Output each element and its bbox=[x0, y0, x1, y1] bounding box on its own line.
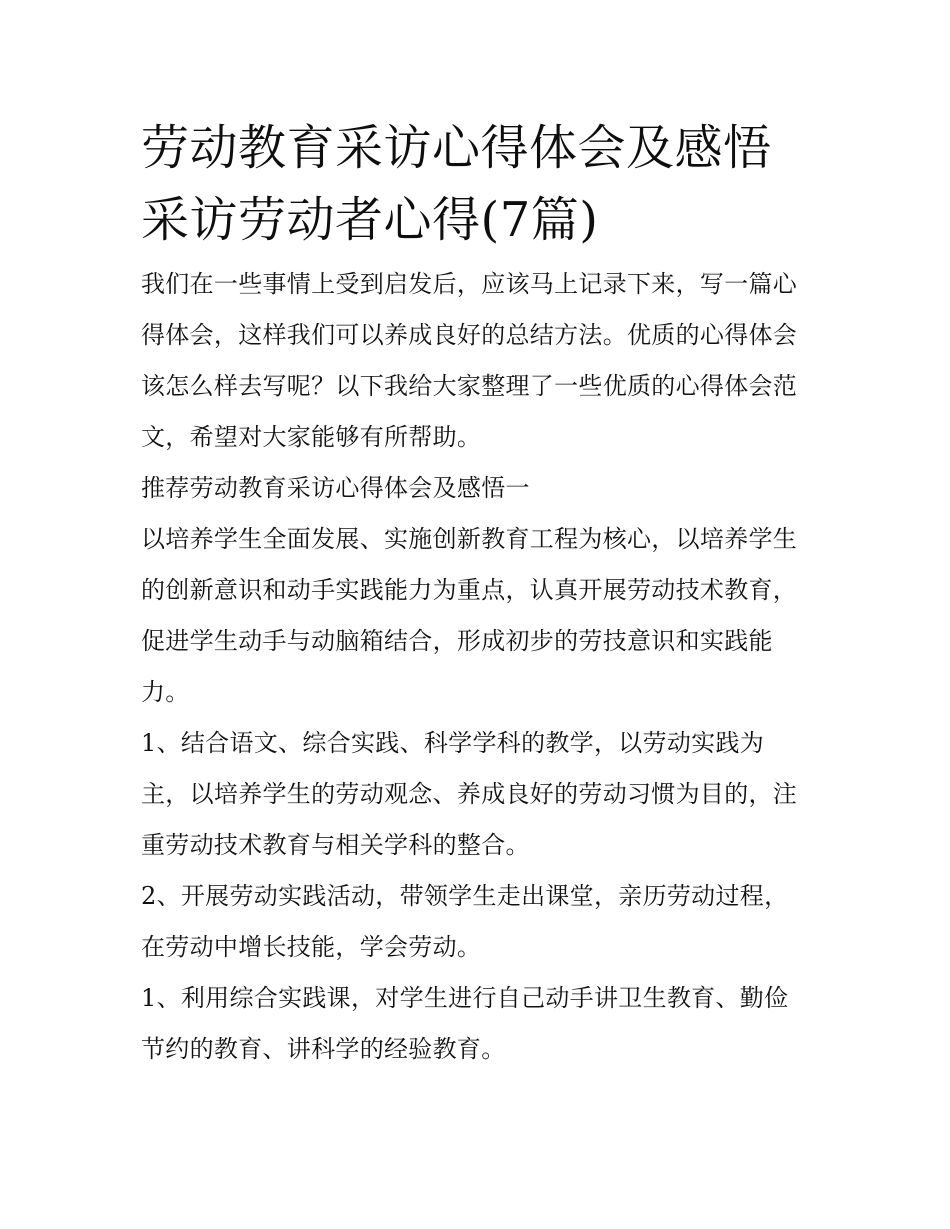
text-line: 文，希望对大家能够有所帮助。 bbox=[141, 423, 482, 451]
text-line: 该怎么样去写呢？以下我给大家整理了一些优质的心得体会范 bbox=[141, 372, 798, 400]
list-item-paragraph bbox=[141, 718, 813, 871]
text-line: 1、利用综合实践课，对学生进行自己动手讲卫生教育、勤俭 bbox=[141, 984, 789, 1012]
text-line: 1、结合语文、综合实践、科学学科的教学，以劳动实践为 bbox=[141, 729, 765, 757]
title-line-2: 采访劳动者心得(7篇) bbox=[141, 192, 599, 248]
title-line-1: 劳动教育采访心得体会及感悟 bbox=[141, 120, 772, 176]
document-content bbox=[141, 112, 813, 1075]
text-line: 促进学生动手与动脑箱结合，形成初步的劳技意识和实践能 bbox=[141, 627, 773, 655]
text-line: 在劳动中增长技能，学会劳动。 bbox=[141, 933, 482, 961]
list-item-paragraph bbox=[141, 973, 813, 1075]
list-item-paragraph bbox=[141, 871, 813, 973]
text-line: 得体会，这样我们可以养成良好的总结方法。优质的心得体会 bbox=[141, 321, 798, 349]
text-line: 主，以培养学生的劳动观念、养成良好的劳动习惯为目的，注 bbox=[141, 780, 798, 808]
document-title bbox=[141, 112, 813, 256]
document-body bbox=[141, 259, 813, 1075]
text-line: 力。 bbox=[141, 678, 190, 706]
text-line: 重劳动技术教育与相关学科的整合。 bbox=[141, 831, 530, 859]
section-paragraph bbox=[141, 514, 813, 718]
text-line: 以培养学生全面发展、实施创新教育工程为核心，以培养学生 bbox=[141, 525, 798, 553]
section-heading bbox=[141, 463, 813, 514]
text-line: 节约的教育、讲科学的经验教育。 bbox=[141, 1035, 506, 1063]
intro-paragraph bbox=[141, 259, 813, 463]
text-line: 推荐劳动教育采访心得体会及感悟一 bbox=[141, 474, 530, 502]
text-line: 的创新意识和动手实践能力为重点，认真开展劳动技术教育， bbox=[141, 576, 798, 604]
text-line: 我们在一些事情上受到启发后，应该马上记录下来，写一篇心 bbox=[141, 270, 798, 298]
text-line: 2、开展劳动实践活动，带领学生走出课堂，亲历劳动过程， bbox=[141, 882, 789, 910]
